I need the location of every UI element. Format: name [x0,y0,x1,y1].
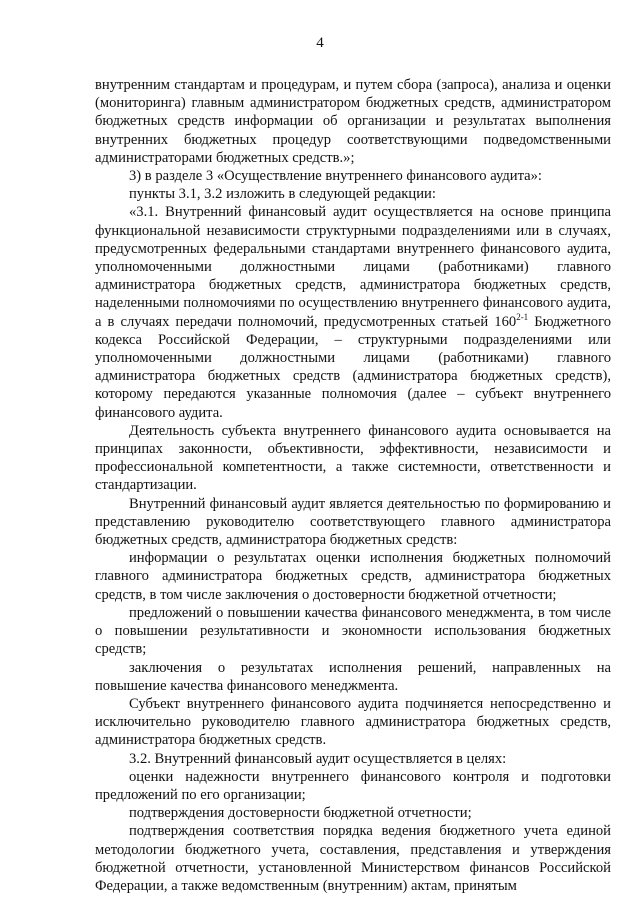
paragraph-section-3-heading: 3) в разделе 3 «Осуществление внутреннего финансового аудита»: [129,168,542,185]
paragraph-conclusions-item: заключения о результатах исполнения решений, направленных на повышение качества финансового менеджмента. [95,659,611,694]
page-number: 4 [316,35,324,51]
paragraph-point-3-1-part1: «3.1. Внутренний финансовый аудит осуществляется на основе принципа функциональной независимости структурными подразделениями или в случаях, предусмотренных федеральными стандартами внутреннего финансового аудита, уполномоченными должностными лицами (работниками) главного администратора бюджетных средств, администратора бюджетных средств, наделенными полномочиями по осуществлению внутреннего финансового аудита, а в случаях передачи полномочий, предусмотренных статьей 160 [95,204,611,330]
paragraph-point-3-1 [95,203,611,421]
document-body [95,76,611,895]
paragraph-audit-principles: Деятельность субъекта внутреннего финансового аудита основывается на принципах законности, объективности, эффективности, независимости и профессиональной компетентности, а также системности, ответственности и стандартизации. [95,422,611,494]
paragraph-point-3-1-part2: Бюджетного кодекса Российской Федерации, – структурными подразделениями или уполномоченными должностными лицами (работниками) главного администратора бюджетных средств (администратора бюджетных средств), которому передаются указанные полномочия (далее – субъект внутреннего финансового аудита. [95,313,611,421]
paragraph-continuation: внутренним стандартам и процедурам, и путем сбора (запроса), анализа и оценки (мониторинга) главным администратором бюджетных средств, администратором бюджетных средств информации об организации и результатах выполнения внутренних бюджетных процедур соответствующими подведомственными администраторами бюджетных средств.»; [95,77,611,166]
paragraph-information-item: информации о результатах оценки исполнения бюджетных полномочий главного администратора бюджетных средств, администратора бюджетных средств, в том числе заключения о достоверности бюджетной отчетности; [95,550,611,603]
paragraph-reporting-item: подтверждения достоверности бюджетной отчетности; [129,805,472,822]
paragraph-subordination: Субъект внутреннего финансового аудита подчиняется непосредственно и исключительно руководителю главного администратора бюджетных средств, администратора бюджетных средств. [95,695,611,749]
paragraph-reliability-item: оценки надежности внутреннего финансового контроля и подготовки предложений по его организации; [95,768,611,803]
article-superscript: 2-1 [516,311,529,322]
paragraph-points-instruction: пункты 3.1, 3.2 изложить в следующей редакции: [129,186,436,203]
paragraph-point-3-2: 3.2. Внутренний финансовый аудит осуществляется в целях: [129,750,507,767]
paragraph-proposals-item: предложений о повышении качества финансового менеджмента, в том числе о повышении результативности и экономности использования бюджетных средств; [95,604,611,658]
paragraph-methodology-item: подтверждения соответствия порядка ведения бюджетного учета единой методологии бюджетного учета, составления, представления и утверждения бюджетной отчетности, установленной Министерством финансов Российской Федерации, а также ведомственным (внутренним) актам, принятым [95,823,611,894]
paragraph-audit-definition: Внутренний финансовый аудит является деятельностью по формированию и представлению руководителю соответствующего главного администратора бюджетных средств, администратора бюджетных средств: [95,495,611,549]
